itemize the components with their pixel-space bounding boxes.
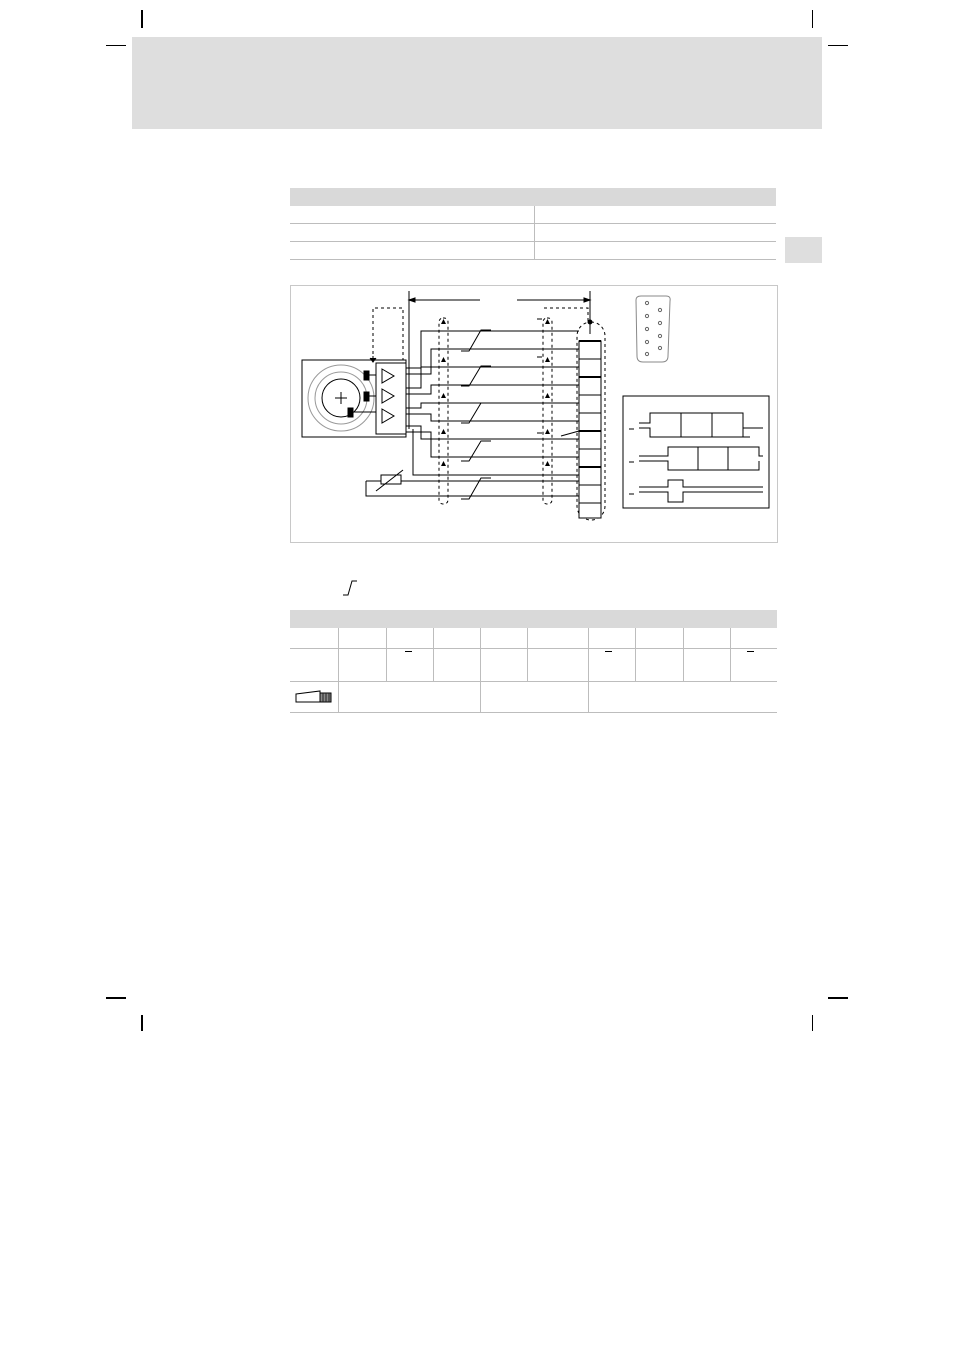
ramp-icon xyxy=(342,579,358,597)
wiring-diagram xyxy=(290,285,778,543)
crop-mark xyxy=(812,10,813,28)
signal-waveform-icon xyxy=(623,396,769,508)
crop-mark xyxy=(106,997,126,999)
negation-bar xyxy=(605,651,612,652)
table-row xyxy=(290,242,776,260)
spec-table xyxy=(290,188,776,260)
table-row xyxy=(290,224,776,242)
table-row xyxy=(290,628,777,649)
crop-mark xyxy=(141,1015,143,1031)
crop-mark xyxy=(828,997,848,999)
crop-mark xyxy=(828,45,848,46)
table-row xyxy=(290,682,777,713)
page-header-band xyxy=(132,37,822,129)
table-row xyxy=(290,649,777,682)
negation-bar xyxy=(747,651,754,652)
crop-mark xyxy=(141,10,143,28)
chapter-tab xyxy=(785,237,822,263)
crop-mark xyxy=(812,1015,813,1031)
table-row xyxy=(290,206,776,224)
crop-mark xyxy=(106,45,126,46)
sub-d-connector-icon xyxy=(636,296,670,362)
pin-assignment-table xyxy=(290,610,777,713)
cable-end-icon xyxy=(294,688,334,706)
negation-bar xyxy=(405,651,412,652)
spec-table-header xyxy=(290,188,776,206)
pin-table-header xyxy=(290,610,777,628)
